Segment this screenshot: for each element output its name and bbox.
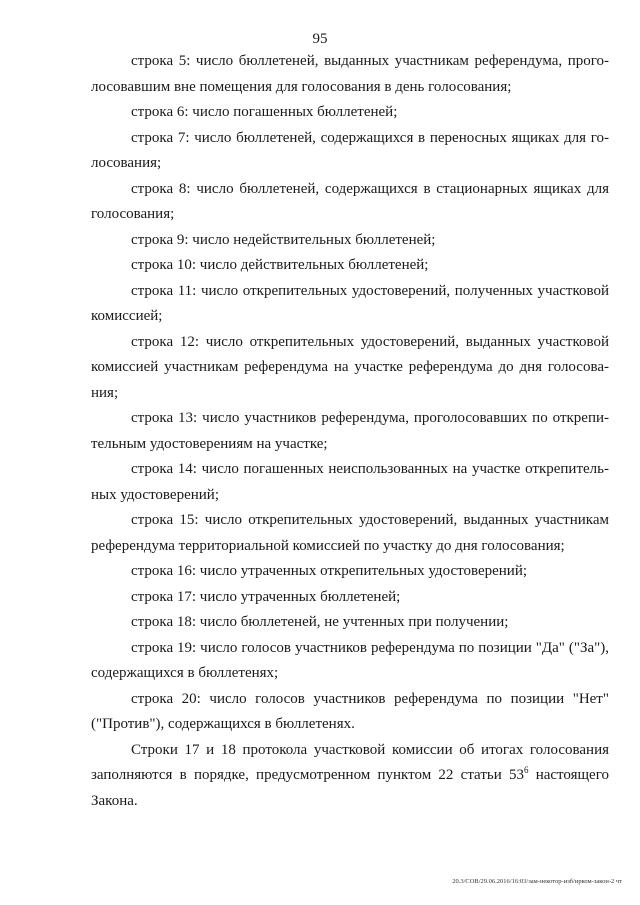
paragraph-line-8: строка 8: число бюллетеней, содержащихся в стационарных ящиках для голосования; bbox=[91, 180, 609, 222]
closing-paragraph bbox=[91, 738, 609, 815]
paragraph-line-12: строка 12: число открепительных удостоверений, выданных участковой комиссией участникам референдума на участке референдума до дня голосова-ния; bbox=[91, 333, 609, 401]
paragraph-line-5: строка 5: число бюллетеней, выданных участникам референдума, прого-лосовавшим вне помещения для голосования в день голосования; bbox=[91, 53, 609, 95]
paragraph-line-13: строка 13: число участников референдума, проголосовавших по открепи-тельным удостоверениям на участке; bbox=[91, 410, 609, 452]
paragraph-line-11: строка 11: число открепительных удостоверений, полученных участковой комиссией; bbox=[91, 282, 609, 324]
paragraph-line-10: строка 10: число действительных бюллетеней; bbox=[131, 257, 429, 273]
document-footer-stamp: 20.3/СОВ/29.06.2016/16:03/зам-некотор-изб/ирком-закон-2 чт bbox=[452, 878, 622, 885]
closing-text-end: настоящего Закона. bbox=[91, 767, 609, 809]
document-body bbox=[91, 49, 609, 814]
paragraph-line-16: строка 16: число утраченных открепительных удостоверений; bbox=[131, 563, 528, 579]
paragraph-line-9: строка 9: число недействительных бюллетеней; bbox=[131, 231, 436, 248]
page-number: 95 bbox=[312, 31, 328, 47]
paragraph-line-6: строка 6: число погашенных бюллетеней; bbox=[131, 104, 398, 120]
paragraph-line-20: строка 20: число голосов участников референдума по позиции "Нет" ("Против"), содержащихся в бюллетенях. bbox=[91, 690, 609, 732]
paragraph-line-7: строка 7: число бюллетеней, содержащихся в переносных ящиках для го-лосования; bbox=[91, 129, 609, 171]
closing-text: Строки 17 и 18 протокола участковой комиссии об итогах голосования заполняются в порядке, предусмотренном пунктом 22 статьи 53 bbox=[91, 741, 609, 783]
article-superscript: 6 bbox=[523, 765, 529, 775]
paragraph-line-15: строка 15: число открепительных удостоверений, выданных участникам референдума территориальной комиссией по участку до дня голосования; bbox=[91, 512, 609, 554]
paragraph-line-18: строка 18: число бюллетеней, не учтенных при получении; bbox=[131, 614, 509, 630]
paragraph-line-19: строка 19: число голосов участников референдума по позиции "Да" ("За"), содержащихся в бюллетенях; bbox=[91, 639, 609, 681]
paragraph-line-17: строка 17: число утраченных бюллетеней; bbox=[131, 588, 401, 605]
paragraph-line-14: строка 14: число погашенных неиспользованных на участке открепитель-ных удостоверений; bbox=[91, 461, 609, 503]
